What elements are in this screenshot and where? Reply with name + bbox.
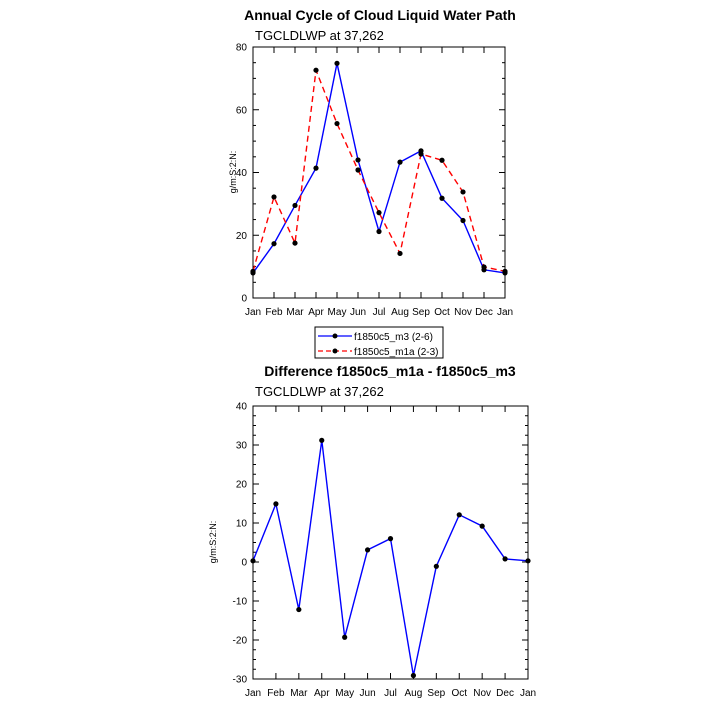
top-chart-ytick-label: 60 [235, 105, 247, 117]
bottom-chart-point-0 [319, 438, 324, 443]
top-chart-xtick-label: Mar [286, 307, 304, 318]
top-chart-xtick-label: Apr [308, 307, 324, 318]
bottom-chart-point-0 [525, 558, 530, 563]
bottom-plot-area [233, 402, 537, 700]
top-chart-xtick-label: Nov [454, 307, 472, 318]
bottom-chart-ytick-label: 10 [235, 518, 247, 530]
top-chart-point-1 [397, 251, 402, 256]
top-chart-point-1 [418, 151, 423, 156]
bottom-chart-xtick-label: Dec [496, 688, 514, 699]
top-chart [228, 7, 516, 358]
top-chart-xtick-label: Jan [496, 307, 514, 318]
bottom-chart-title: Difference f1850c5_m1a - f1850c5_m3 [264, 363, 516, 379]
bottom-chart-xtick-label: Sep [427, 688, 446, 699]
top-chart-ytick-label: 20 [235, 230, 247, 242]
bottom-chart-xtick-label: Feb [267, 688, 285, 699]
bottom-chart-ytick-label: -10 [232, 596, 247, 608]
top-chart-point-0 [271, 241, 276, 246]
top-chart-point-0 [460, 218, 465, 223]
legend-label-m3: f1850c5_m3 (2-6) [354, 332, 433, 343]
bottom-chart-xtick-label: Jun [359, 688, 376, 699]
top-chart-point-0 [397, 160, 402, 165]
top-chart-point-1 [271, 194, 276, 199]
top-chart-point-0 [313, 166, 318, 171]
bottom-chart-xtick-label: Aug [404, 688, 423, 699]
top-chart-point-0 [439, 196, 444, 201]
top-chart-subtitle: TGCLDLWP at 37,262 [255, 28, 384, 43]
top-chart-ytick-label: 0 [241, 293, 247, 305]
top-chart-point-1 [355, 167, 360, 172]
top-chart-xtick-label: Dec [475, 307, 493, 318]
bottom-chart-point-0 [480, 524, 485, 529]
top-chart-xtick-label: Sep [412, 307, 430, 318]
top-chart-frame [253, 47, 505, 298]
top-chart-point-1 [334, 121, 339, 126]
legend-marker-m3 [333, 334, 338, 339]
top-chart-xtick-label: Jul [372, 307, 386, 318]
top-chart-series-line-0 [253, 63, 505, 273]
bottom-chart-ytick-label: -30 [232, 674, 247, 686]
top-chart-ytick-label: 80 [235, 42, 247, 54]
top-chart-point-1 [376, 210, 381, 215]
bottom-chart-xtick-label: Jan [519, 688, 537, 699]
top-plot-area [236, 43, 513, 319]
bottom-chart-xtick-label: Jan [244, 688, 262, 699]
bottom-chart-xtick-label: May [335, 688, 355, 699]
bottom-chart-xtick-label: Oct [451, 688, 468, 699]
bottom-chart-ytick-label: 30 [235, 440, 247, 452]
legend-marker-m1a [333, 349, 338, 354]
top-chart-point-1 [292, 240, 297, 245]
top-chart-title: Annual Cycle of Cloud Liquid Water Path [244, 7, 516, 23]
bottom-chart-point-0 [457, 512, 462, 517]
bottom-chart-ylabel: g/m:S:2:N: [208, 520, 218, 564]
bottom-chart-series-line-0 [253, 440, 528, 675]
top-chart-point-0 [292, 203, 297, 208]
top-chart-ytick-label: 40 [235, 168, 247, 179]
top-chart-legend [315, 327, 443, 358]
top-chart-xtick-label: Aug [391, 307, 409, 318]
bottom-chart-xtick-label: Nov [473, 688, 492, 699]
top-chart-point-1 [439, 158, 444, 163]
bottom-chart-xtick-label: Jul [384, 688, 397, 699]
top-chart-xtick-label: Jan [244, 307, 262, 318]
top-chart-point-1 [313, 68, 318, 73]
bottom-chart [208, 363, 536, 699]
bottom-chart-ytick-label: 0 [241, 557, 247, 569]
top-chart-point-1 [502, 269, 507, 274]
bottom-chart-point-0 [434, 564, 439, 569]
bottom-chart-subtitle: TGCLDLWP at 37,262 [255, 384, 384, 399]
bottom-chart-xtick-label: Mar [290, 688, 308, 699]
top-chart-xtick-label: Jun [349, 307, 367, 318]
bottom-chart-point-0 [388, 536, 393, 541]
top-chart-point-1 [460, 189, 465, 194]
top-chart-xtick-label: Oct [434, 307, 450, 318]
top-chart-point-0 [376, 229, 381, 234]
bottom-chart-ytick-label: 20 [235, 479, 247, 491]
top-chart-xtick-label: May [327, 307, 347, 318]
top-chart-series-line-1 [253, 70, 505, 271]
bottom-chart-ytick-label: 40 [235, 401, 247, 413]
top-chart-xtick-label: Feb [265, 307, 283, 318]
top-chart-point-0 [355, 157, 360, 162]
legend-label-m1a: f1850c5_m1a (2-3) [354, 347, 439, 358]
bottom-chart-point-0 [296, 607, 301, 612]
bottom-chart-xtick-label: Apr [313, 688, 330, 699]
bottom-chart-point-0 [502, 556, 507, 561]
top-chart-point-0 [334, 61, 339, 66]
top-chart-point-1 [250, 269, 255, 274]
top-chart-ylabel: g/m:S:2:N: [228, 150, 238, 194]
top-chart-point-1 [481, 264, 486, 269]
bottom-chart-point-0 [273, 501, 278, 506]
bottom-chart-ytick-label: -20 [232, 635, 247, 647]
bottom-chart-point-0 [365, 547, 370, 552]
bottom-chart-point-0 [342, 635, 347, 640]
bottom-chart-point-0 [411, 673, 416, 678]
bottom-chart-point-0 [250, 558, 255, 563]
